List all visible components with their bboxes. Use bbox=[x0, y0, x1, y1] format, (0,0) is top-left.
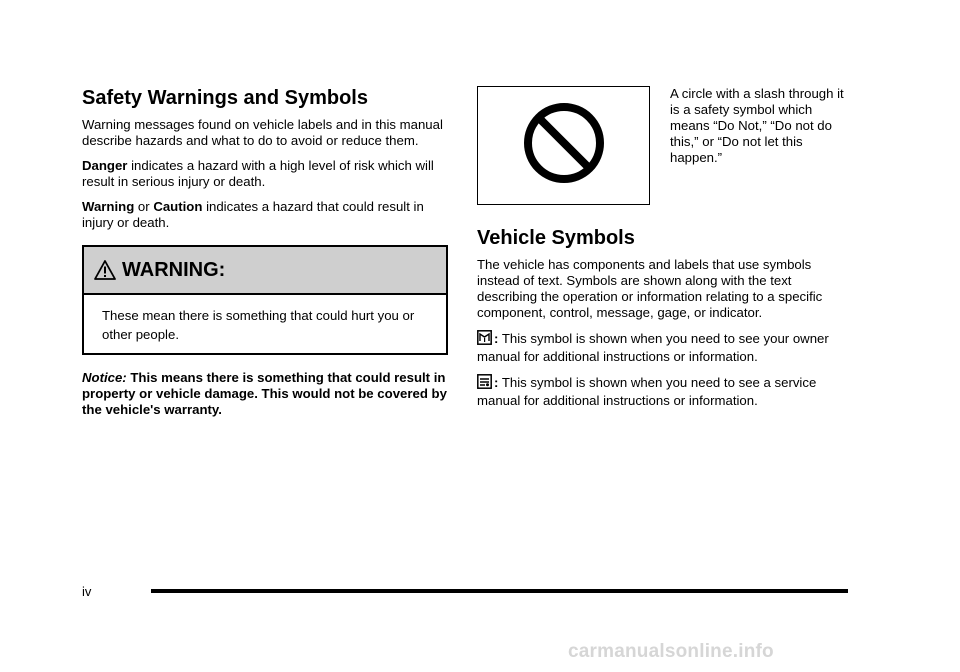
danger-text: indicates a hazard with a high level of risk which will result in serious injury or death. bbox=[82, 158, 434, 189]
safety-symbol-frame bbox=[477, 86, 650, 205]
service-manual-icon bbox=[477, 374, 492, 393]
left-column bbox=[82, 86, 450, 418]
danger-paragraph bbox=[82, 158, 450, 190]
watermark: carmanualsonline.info bbox=[568, 641, 774, 662]
service-manual-colon: : bbox=[494, 375, 499, 390]
danger-term: Danger bbox=[82, 158, 128, 173]
warning-box-header bbox=[84, 247, 446, 295]
warning-caution-paragraph bbox=[82, 199, 450, 231]
owner-manual-icon bbox=[477, 330, 492, 349]
warning-body: These mean there is something that could hurt you or other people. bbox=[102, 308, 415, 342]
footer-rule bbox=[151, 589, 848, 593]
intro-paragraph: Warning messages found on vehicle labels and in this manual describe hazards and what to do to avoid or reduce them. bbox=[82, 117, 443, 148]
warning-term: Warning bbox=[82, 199, 135, 214]
service-manual-paragraph bbox=[477, 374, 847, 409]
circle-slash-icon bbox=[519, 98, 609, 193]
safety-symbol-row bbox=[477, 86, 847, 206]
notice-paragraph bbox=[82, 370, 450, 418]
service-manual-text: This symbol is shown when you need to see a service manual for additional instructions or information. bbox=[477, 375, 817, 408]
owner-manual-text: This symbol is shown when you need to see your owner manual for additional instructions or information. bbox=[477, 331, 829, 364]
page-number: iv bbox=[82, 584, 92, 599]
warning-box bbox=[82, 245, 448, 355]
owner-manual-colon: : bbox=[494, 331, 499, 346]
warning-caution-text: indicates a hazard that could result in injury or death. bbox=[82, 199, 424, 230]
notice-text: This means there is something that could result in property or vehicle damage. This would not be covered by the vehicle's warranty. bbox=[82, 370, 447, 417]
warning-title: WARNING: bbox=[122, 258, 226, 281]
section-heading: Safety Warnings and Symbols bbox=[82, 87, 368, 109]
right-column bbox=[477, 86, 847, 418]
vehicle-symbols-heading: Vehicle Symbols bbox=[477, 227, 635, 249]
notice-label: Notice: bbox=[82, 370, 127, 385]
vehicle-symbols-intro: The vehicle has components and labels that use symbols instead of text. Symbols are shown along with the text describing the operation or information relating to a specific component, control, message, gage, or indicator. bbox=[477, 257, 823, 320]
owner-manual-paragraph bbox=[477, 330, 847, 365]
or-text: or bbox=[134, 199, 154, 214]
safety-symbol-description: A circle with a slash through it is a safety symbol which means “Do Not,” “Do not do this,” or “Do not let this happen.” bbox=[670, 86, 844, 165]
caution-term: Caution bbox=[153, 199, 203, 214]
warning-triangle-icon bbox=[94, 259, 116, 281]
